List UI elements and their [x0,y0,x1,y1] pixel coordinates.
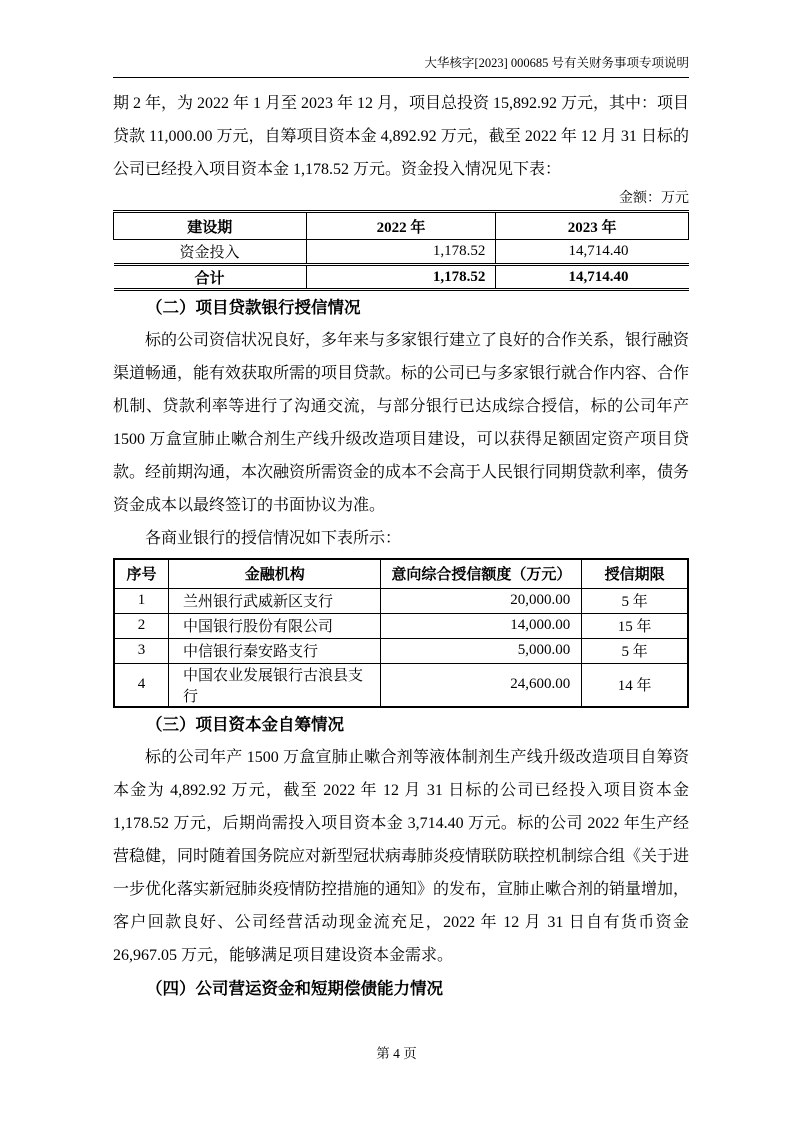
table1-header-2022: 2022 年 [306,212,496,240]
table1-row-investment [114,240,689,265]
table1-row-2023-value: 14,714.40 [496,240,689,265]
table2-cell-amount: 5,000.00 [381,638,582,663]
page-number: 第 4 页 [376,1046,417,1061]
table1-header-period: 建设期 [114,212,307,240]
intro-paragraph: 期 2 年，为 2022 年 1 月至 2023 年 12 月，项目总投资 15,892.92 万元，其中：项目贷款 11,000.00 万元，自筹项目资本金 4,892.92 万元，截至 2022 年 12 月 31 日标的公司已经投入项目资本金 1,178.52 万元。资金投入情况见下表： [113,95,690,178]
table1-header-row [114,212,689,240]
table2-cell-institution: 中国银行股份有限公司 [169,613,381,638]
table2-cell-amount: 20,000.00 [381,588,582,613]
table2-header-amount: 意向综合授信额度（万元） [381,559,582,588]
table1-total-2022-value: 1,178.52 [306,265,496,290]
table1-total-label: 合计 [114,265,307,290]
table1-row-2022-value: 1,178.52 [306,240,496,265]
table2-cell-no: 1 [114,588,169,613]
section4-heading: （四）公司营运资金和短期偿债能力情况 [146,978,443,998]
table2-cell-term: 5 年 [582,638,688,663]
table2-cell-institution: 兰州银行武威新区支行 [169,588,381,613]
table1-header-2023: 2023 年 [496,212,689,240]
table1-unit-note: 金额：万元 [619,191,689,206]
table2-row [114,638,688,663]
section2-paragraph: 标的公司资信状况良好，多年来与多家银行建立了良好的合作关系，银行融资渠道畅通，能有效获取所需的项目贷款。标的公司已与多家银行就合作内容、合作机制、贷款利率等进行了沟通交流，与部分银行已达成综合授信，标的公司年产 1500 万盒宣肺止嗽合剂生产线升级改造项目建设，可以获得足额固定资产项目贷款。经前期沟通，本次融资所需资金的成本不会高于人民银行同期贷款利率，债务资金成本以最终签订的书面协议为准。 [113,332,690,514]
table1-row-label: 资金投入 [179,245,240,261]
section3-heading: （三）项目资本金自筹情况 [146,714,344,734]
table2-cell-no: 3 [114,638,169,663]
table2-row [114,613,688,638]
table2-header-no: 序号 [114,559,169,588]
investment-schedule-table [113,210,689,291]
section2-heading: （二）项目贷款银行授信情况 [146,298,361,317]
table2-row [114,588,688,613]
table2-cell-institution: 中信银行秦安路支行 [169,638,381,663]
table2-intro-line: 各商业银行的授信情况如下表所示： [145,530,402,547]
table2-row [114,663,688,707]
table2-header-term: 授信期限 [582,559,688,588]
table2-cell-no: 4 [114,663,169,707]
table2-header-institution: 金融机构 [169,559,381,588]
table2-cell-institution: 中国农业发展银行古浪县支行 [169,663,381,707]
table2-cell-term: 5 年 [582,588,688,613]
table1-total-2023-value: 14,714.40 [496,265,689,290]
table1-row-total [114,265,689,290]
table2-header-row [114,559,688,588]
bank-credit-table [113,558,689,708]
table2-cell-term: 15 年 [582,613,688,638]
table2-cell-term: 14 年 [582,663,688,707]
table2-cell-amount: 24,600.00 [381,663,582,707]
table2-cell-amount: 14,000.00 [381,613,582,638]
table2-cell-no: 2 [114,613,169,638]
section3-paragraph: 标的公司年产 1500 万盒宣肺止嗽合剂等液体制剂生产线升级改造项目自筹资本金为 4,892.92 万元，截至 2022 年 12 月 31 日标的公司已经投入项目资本金 1,178.52 万元，后期尚需投入项目资本金 3,714.40 万元。标的公司 2022 年生产经营稳健，同时随着国务院应对新型冠状病毒肺炎疫情联防联控机制综合组《关于进一步优化落实新冠肺炎疫情防控措施的通知》的发布，宣肺止嗽合剂的销量增加，客户回款良好、公司经营活动现金流充足，2022 年 12 月 31 日自有货币资金 26,967.05 万元，能够满足项目建设资本金需求。 [113,748,690,964]
header-note: 大华核字[2023] 000685 号有关财务事项专项说明 [113,55,689,78]
